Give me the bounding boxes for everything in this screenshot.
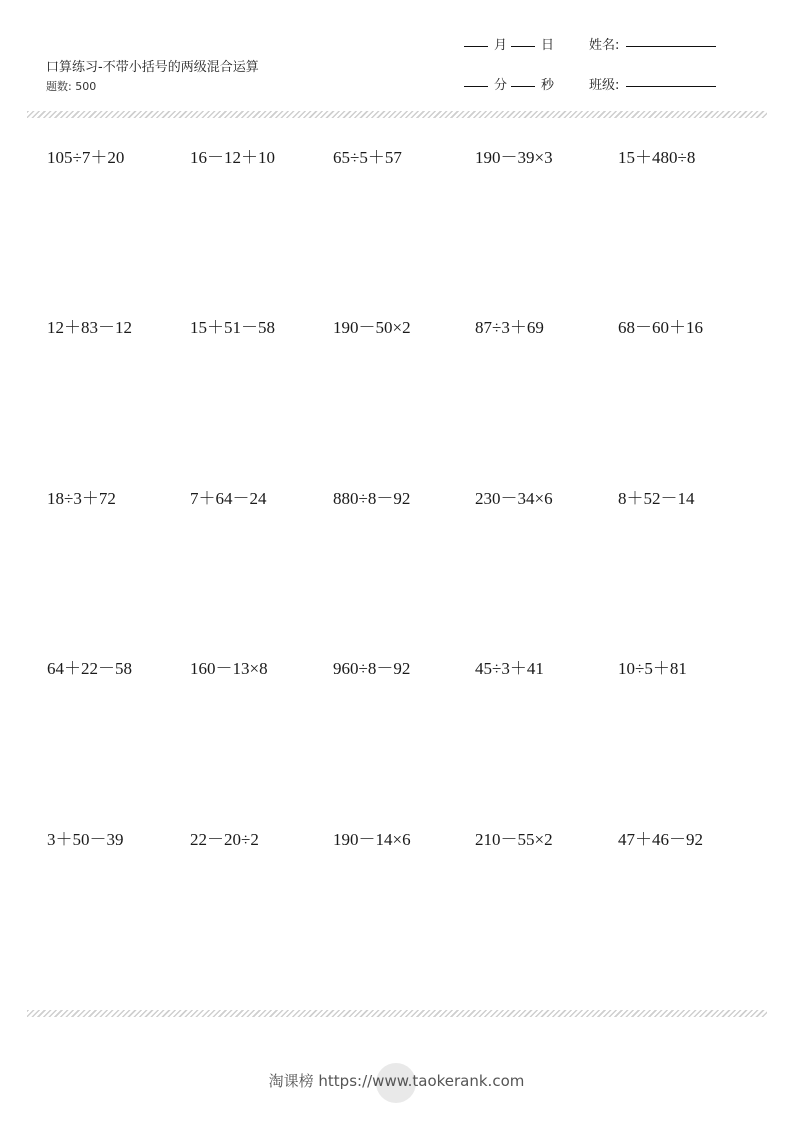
- month-label: 月: [494, 38, 508, 53]
- second-blank[interactable]: [511, 86, 535, 87]
- problem-row: [47, 654, 767, 824]
- problem-item: 64＋22－58: [47, 659, 132, 679]
- problem-item: 22－20÷2: [190, 829, 259, 849]
- problem-item: 190－39×3: [475, 148, 553, 167]
- problem-item: 230－34×6: [475, 488, 553, 508]
- problem-item: 880÷8－92: [333, 488, 411, 508]
- problem-item: 160－13×8: [190, 659, 268, 679]
- problem-item: 190－14×6: [333, 829, 411, 849]
- day-blank[interactable]: [511, 46, 535, 47]
- second-label: 秒: [541, 78, 555, 93]
- problem-item: 18÷3＋72: [47, 488, 116, 508]
- problem-row: [47, 143, 767, 313]
- problem-row: [47, 484, 767, 654]
- problem-item: 68－60＋16: [618, 318, 703, 338]
- problem-row: [47, 313, 767, 483]
- footer: [0, 1070, 793, 1091]
- problem-item: 15＋480÷8: [618, 148, 696, 167]
- problem-item: 10÷5＋81: [618, 659, 687, 679]
- problem-item: 960÷8－92: [333, 659, 411, 679]
- problem-item: 8＋52－14: [618, 488, 695, 508]
- problem-grid: [47, 143, 767, 995]
- problem-item: 45÷3＋41: [475, 659, 544, 679]
- problem-item: 87÷3＋69: [475, 318, 544, 338]
- minute-blank[interactable]: [464, 86, 488, 87]
- worksheet-title: 口算练习-不带小括号的两级混合运算: [46, 60, 259, 75]
- problem-item: 12＋83－12: [47, 318, 132, 338]
- class-blank[interactable]: [626, 86, 716, 87]
- problem-item: 47＋46－92: [618, 829, 703, 849]
- problem-item: 210－55×2: [475, 829, 553, 849]
- footer-link[interactable]: 淘课榜 https://www.taokerank.com: [268, 1072, 525, 1090]
- minute-label: 分: [494, 78, 508, 93]
- month-blank[interactable]: [464, 46, 488, 47]
- bottom-divider: [27, 1010, 767, 1017]
- problem-item: 65÷5＋57: [333, 148, 402, 167]
- name-label: 姓名:: [589, 38, 620, 53]
- problem-item: 3＋50－39: [47, 829, 124, 849]
- problem-item: 15＋51－58: [190, 318, 275, 338]
- problem-item: 16－12＋10: [190, 148, 275, 167]
- problem-item: 7＋64－24: [190, 488, 267, 508]
- name-blank[interactable]: [626, 46, 716, 47]
- top-divider: [27, 111, 767, 118]
- class-label: 班级:: [589, 78, 620, 93]
- problem-count: 题数: 500: [46, 80, 97, 93]
- problem-item: 190－50×2: [333, 318, 411, 338]
- day-label: 日: [541, 38, 555, 53]
- problem-row: [47, 825, 767, 995]
- problem-item: 105÷7＋20: [47, 148, 125, 167]
